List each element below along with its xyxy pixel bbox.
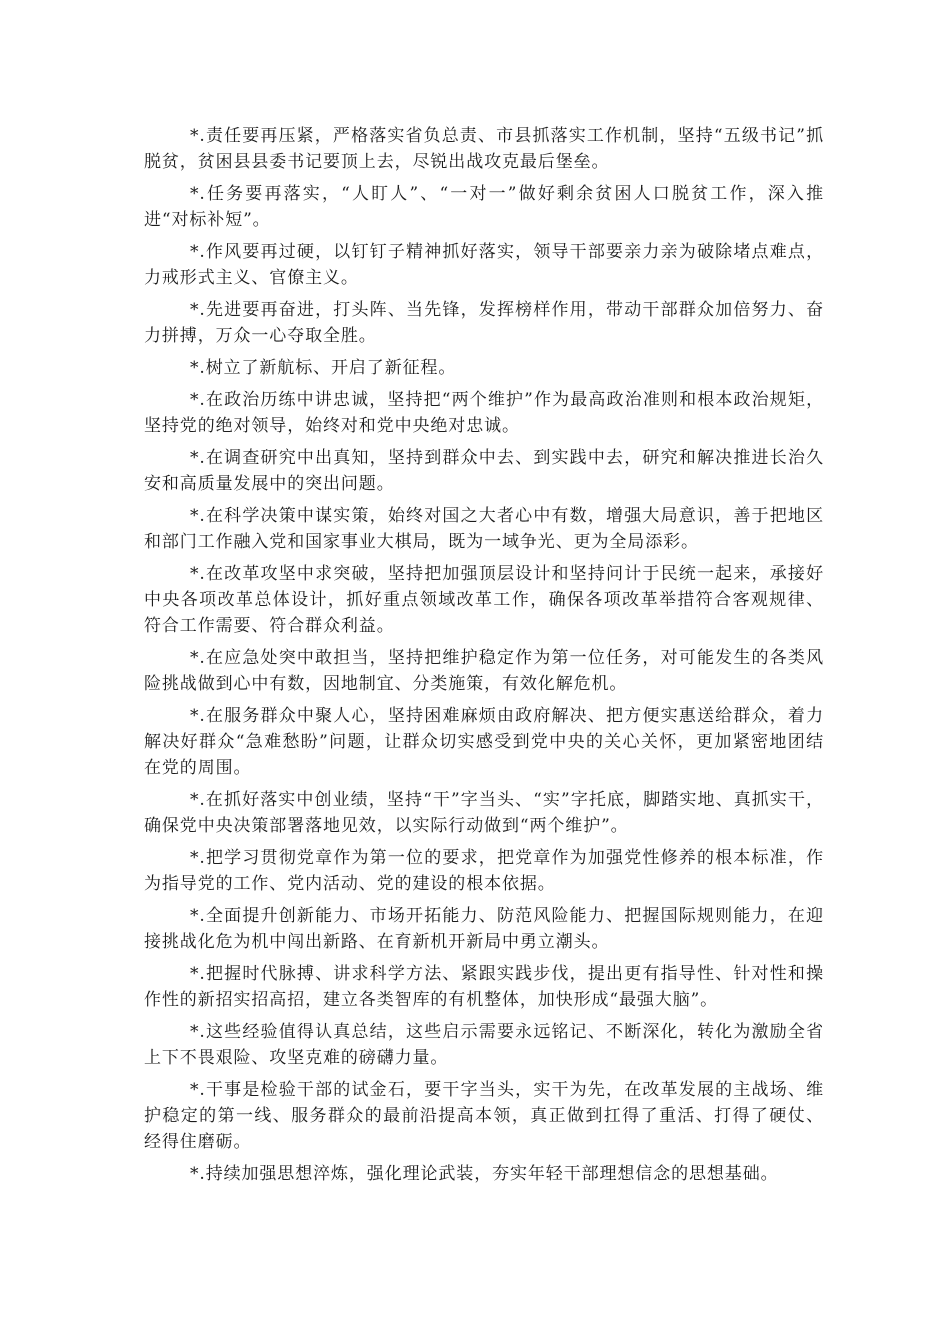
paragraph: *.责任要再压紧，严格落实省负总责、市县抓落实工作机制，坚持“五级书记”抓脱贫，贫困县县委书记要顶上去，尽锐出战攻克最后堡垒。	[144, 126, 824, 172]
paragraph: *.在抓好落实中创业绩，坚持“干”字当头、“实”字托底，脚踏实地、真抓实干，确保党中央决策部署落地见效，以实际行动做到“两个维护”。	[144, 790, 824, 836]
paragraph: *.在科学决策中谋实策，始终对国之大者心中有数，增强大局意识，善于把地区和部门工作融入党和国家事业大棋局，既为一域争光、更为全局添彩。	[144, 506, 824, 552]
paragraph: *.在应急处突中敢担当，坚持把维护稳定作为第一位任务，对可能发生的各类风险挑战做到心中有数，因地制宜、分类施策，有效化解危机。	[144, 648, 824, 694]
paragraph: *.在服务群众中聚人心，坚持困难麻烦由政府解决、把方便实惠送给群众，着力解决好群众“急难愁盼”问题，让群众切实感受到党中央的关心关怀，更加紧密地团结在党的周围。	[144, 706, 824, 778]
paragraph: *.先进要再奋进，打头阵、当先锋，发挥榜样作用，带动干部群众加倍努力、奋力拼搏，万众一心夺取全胜。	[144, 300, 824, 346]
paragraph: *.在政治历练中讲忠诚，坚持把“两个维护”作为最高政治准则和根本政治规矩，坚持党的绝对领导，始终对和党中央绝对忠诚。	[144, 390, 824, 436]
paragraph: *.全面提升创新能力、市场开拓能力、防范风险能力、把握国际规则能力，在迎接挑战化危为机中闯出新路、在育新机开新局中勇立潮头。	[144, 906, 824, 952]
paragraph: *.树立了新航标、开启了新征程。	[190, 358, 457, 378]
paragraph: *.任务要再落实，“人盯人”、“一对一”做好剩余贫困人口脱贫工作，深入推进“对标补短”。	[144, 184, 824, 230]
paragraph: *.把学习贯彻党章作为第一位的要求，把党章作为加强党性修养的根本标准，作为指导党的工作、党内活动、党的建设的根本依据。	[144, 848, 824, 894]
paragraph: *.作风要再过硬，以钉钉子精神抓好落实，领导干部要亲力亲为破除堵点难点，力戒形式主义、官僚主义。	[144, 242, 824, 288]
document-body	[144, 123, 824, 1193]
paragraph: *.在改革攻坚中求突破，坚持把加强顶层设计和坚持问计于民统一起来，承接好中央各项改革总体设计，抓好重点领域改革工作，确保各项改革举措符合客观规律、符合工作需要、符合群众利益。	[144, 564, 824, 636]
paragraph: *.干事是检验干部的试金石，要干字当头，实干为先，在改革发展的主战场、维护稳定的第一线、服务群众的最前沿提高本领，真正做到扛得了重活、打得了硬仗、经得住磨砺。	[144, 1080, 824, 1152]
paragraph: *.这些经验值得认真总结，这些启示需要永远铭记、不断深化，转化为激励全省上下不畏艰险、攻坚克难的磅礴力量。	[144, 1022, 824, 1068]
paragraph: *.持续加强思想淬炼，强化理论武装，夯实年轻干部理想信念的思想基础。	[190, 1164, 779, 1184]
paragraph: *.把握时代脉搏、讲求科学方法、紧跟实践步伐，提出更有指导性、针对性和操作性的新招实招高招，建立各类智库的有机整体，加快形成“最强大脑”。	[144, 964, 824, 1010]
paragraph: *.在调查研究中出真知，坚持到群众中去、到实践中去，研究和解决推进长治久安和高质量发展中的突出问题。	[144, 448, 824, 494]
